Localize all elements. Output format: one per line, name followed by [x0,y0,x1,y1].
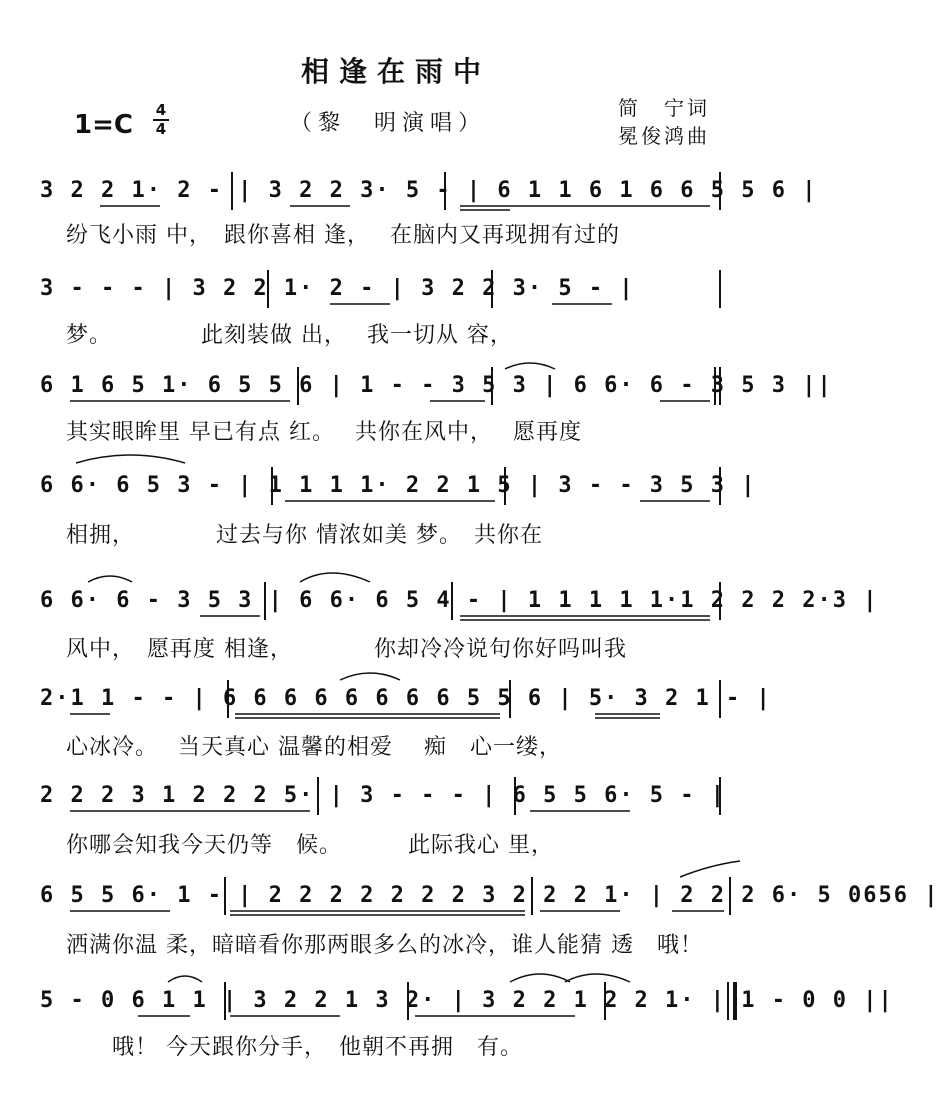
notes-line-6: 2·1 1 - - | 6 6 6 6 6 6 6 6 5 5 6 | 5· 3 2 1 - | [40,686,772,711]
lyricist-credit: 简 宁词 [618,96,710,120]
singer-credit: （黎 明演唱） [290,111,487,136]
notation-line-8 [40,875,939,919]
composer-credit: 冕俊鸿曲 [618,124,710,148]
notes-line-1: 3 2 2 1· 2 - | 3 2 2 3· 5 - | 6 1 1 6 1 6 6 5 5 6 | [40,178,818,203]
time-signature-top: 4 [155,101,167,119]
song-title: 相逢在雨中 [300,55,491,88]
notes-line-8: 6 5 5 6· 1 - | 2 2 2 2 2 2 2 3 2 2 2 1· | 2 2 2 6· 5 0656 | [40,883,939,908]
lyric-line-6: 心冰冷。 当天真心 温馨的相爱 痴 心一缕， [66,735,562,760]
notation-line-2 [40,268,760,312]
notes-line-7: 2 2 2 3 1 2 2 2 5· | 3 - - - | 6 5 5 6· 5 - | [40,783,727,808]
notation-line-6 [40,678,772,722]
notation-line-7 [40,775,760,819]
notation-line-5 [40,580,879,624]
lyric-line-8: 洒满你温 柔，暗暗看你那两眼多么的冰冷，谁人能猜 透 哦！ [66,933,703,958]
notation-line-3 [40,365,833,409]
notation-line-9 [40,980,894,1024]
notes-line-4: 6 6· 6 5 3 - | 1 1 1 1· 2 2 1 5 | 3 - - 3 5 3 | [40,473,757,498]
time-signature [150,102,172,138]
key-signature: 1=C [74,110,133,140]
notes-line-5: 6 6· 6 - 3 5 3 | 6 6· 6 5 4 - | 1 1 1 1 1·1 2 2 2 2·3 | [40,588,879,613]
notes-line-9: 5 - 0 6 1 1 | 3 2 2 1 3 2· | 3 2 2 1 2 2 1· | 1 - 0 0 || [40,988,894,1013]
notation-line-1 [40,170,818,214]
lyric-line-9: 哦！ 今天跟你分手， 他朝不再拥 有。 [66,1035,523,1060]
time-signature-bottom: 4 [155,120,167,138]
lyric-line-2: 梦。 此刻装做 出， 我一切从 容， [66,323,513,348]
lyric-line-1: 纷飞小雨 中， 跟你喜相 逢， 在脑内又再现拥有过的 [66,223,620,248]
lyric-line-3: 其实眼眸里 早已有点 红。 共你在风中， 愿再度 [66,420,582,445]
lyric-line-5: 风中， 愿再度 相逢， 你却冷冷说句你好吗叫我 [66,637,627,662]
notes-line-3: 6 1 6 5 1· 6 5 5 6 | 1 - - 3 5 3 | 6 6· 6 - 3 5 3 || [40,373,833,398]
lyric-line-7: 你哪会知我今天仍等 候。 此际我心 里， [66,833,554,858]
lyric-line-4: 相拥， 过去与你 情浓如美 梦。 共你在 [66,523,543,548]
notation-line-4 [40,465,760,509]
notes-line-2: 3 - - - | 3 2 2 1· 2 - | 3 2 2 3· 5 - | [40,276,635,301]
